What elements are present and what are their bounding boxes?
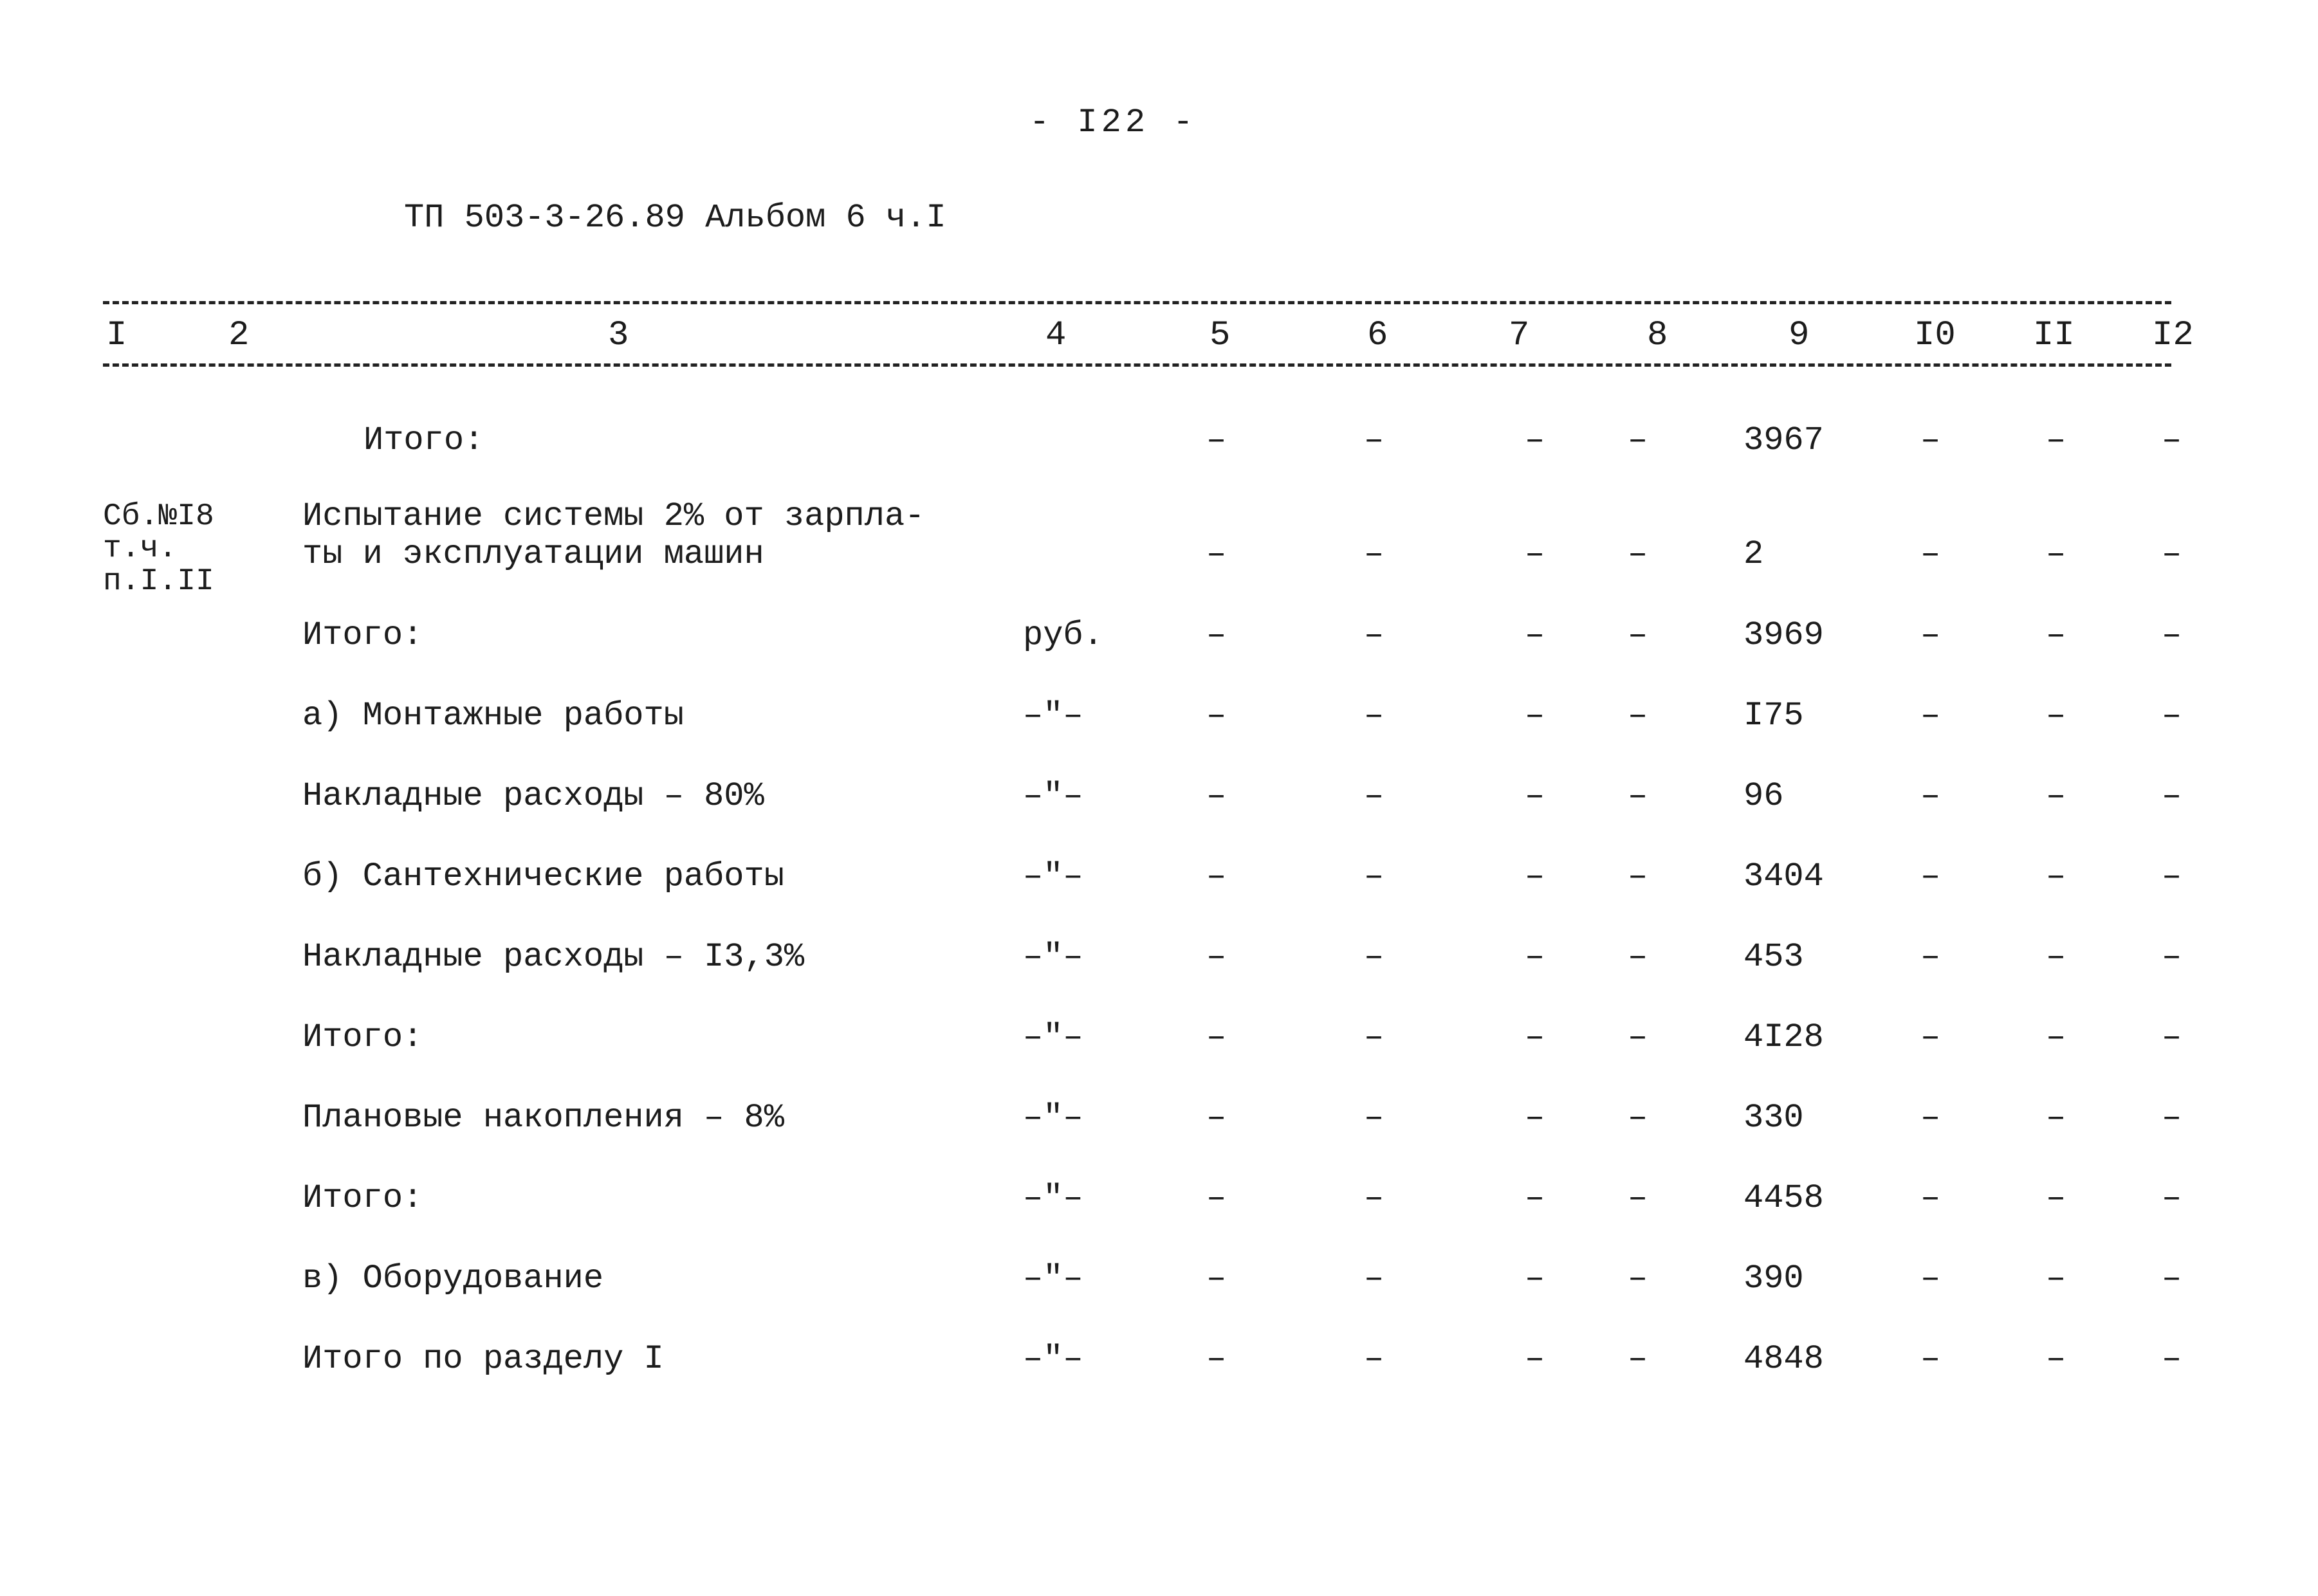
cell-dash: – [1920,858,1941,895]
cell-dash: – [1525,938,1545,976]
cell-dash: – [1364,697,1384,735]
cell-dash: – [1525,697,1545,735]
cell-dash: – [1206,1099,1227,1137]
cell-dash: – [2046,858,2066,895]
cell-dash: – [1364,777,1384,815]
row-label: в) Оборудование [302,1260,604,1298]
cell-dash: – [1364,1018,1384,1056]
table-row [0,1340,2318,1385]
row-value: 4I28 [1743,1018,1824,1056]
cell-dash: – [2046,938,2066,976]
row-label: а) Монтажные работы [302,697,684,735]
row-value: 2 [1743,535,1764,573]
row-value: 4458 [1743,1179,1824,1217]
cell-dash: – [1920,1018,1941,1056]
col-header-5: 5 [1210,316,1231,355]
cell-dash: – [1920,421,1941,459]
row-label: Итого: [302,1018,423,1056]
cell-dash: – [1920,1179,1941,1217]
cell-dash: – [1525,421,1545,459]
cell-dash: – [1628,616,1648,654]
table-row [0,697,2318,742]
col-header-10: I0 [1914,316,1956,355]
row-unit: руб. [1023,616,1103,654]
row-unit: –"– [1023,1340,1083,1378]
col-header-6: 6 [1367,316,1388,355]
cell-dash: – [2162,938,2182,976]
col-header-12: I2 [2152,316,2194,355]
cell-dash: – [1525,858,1545,895]
cell-dash: – [2162,1340,2182,1378]
table-row [0,777,2318,822]
row-unit: –"– [1023,777,1083,815]
document-reference: ТП 503-3-26.89 Альбом 6 ч.I [404,199,946,237]
row-value: 3404 [1743,858,1824,895]
cell-dash: – [2046,616,2066,654]
table-row [0,1179,2318,1224]
cell-dash: – [1206,421,1227,459]
cell-dash: – [1628,1179,1648,1217]
header-top-rule [103,301,2171,304]
row-label: Итого: [302,1179,423,1217]
cell-dash: – [2046,1018,2066,1056]
cell-dash: – [1525,1260,1545,1298]
row-label: Накладные расходы – 80% [302,777,764,815]
cell-dash: – [2162,421,2182,459]
row-label: Итого: [363,421,484,459]
cell-dash: – [2162,1099,2182,1137]
row-value: 4848 [1743,1340,1824,1378]
source-reference: Сб.№I8 т.ч. п.I.II [103,499,214,599]
cell-dash: – [2162,1179,2182,1217]
table-row [0,858,2318,903]
row-unit: –"– [1023,1099,1083,1137]
row-unit: –"– [1023,1260,1083,1298]
cell-dash: – [2046,777,2066,815]
row-label: Накладные расходы – I3,3% [302,938,805,976]
cell-dash: – [1206,1340,1227,1378]
cell-dash: – [1364,1099,1384,1137]
cell-dash: – [2162,1018,2182,1056]
cell-dash: – [2046,1099,2066,1137]
cell-dash: – [2046,1260,2066,1298]
cell-dash: – [1628,1260,1648,1298]
cell-dash: – [2162,858,2182,895]
cell-dash: – [1206,535,1227,573]
cell-dash: – [2046,697,2066,735]
cell-dash: – [1206,697,1227,735]
table-row [0,938,2318,983]
cell-dash: – [1628,697,1648,735]
col-header-3: 3 [608,316,629,355]
row-label: Итого: [302,616,423,654]
row-unit: –"– [1023,697,1083,735]
cell-dash: – [1364,421,1384,459]
cell-dash: – [1364,535,1384,573]
cell-dash: – [1206,616,1227,654]
row-label-continued: ты и эксплуатации машин [302,535,764,573]
cell-dash: – [1206,1179,1227,1217]
cell-dash: – [1920,697,1941,735]
cell-dash: – [1364,1179,1384,1217]
cell-dash: – [1525,1340,1545,1378]
table-row [0,1018,2318,1063]
col-header-7: 7 [1509,316,1530,355]
row-value: 390 [1743,1260,1804,1298]
cell-dash: – [1920,616,1941,654]
cell-dash: – [1628,535,1648,573]
header-bottom-rule [103,363,2171,367]
row-value: 330 [1743,1099,1804,1137]
cell-dash: – [1364,1260,1384,1298]
cell-dash: – [2046,1179,2066,1217]
row-value: 96 [1743,777,1784,815]
page-number: - I22 - [1029,104,1197,142]
cell-dash: – [1628,938,1648,976]
cell-dash: – [1206,1018,1227,1056]
row-unit: –"– [1023,858,1083,895]
row-label: Итого по разделу I [302,1340,664,1378]
row-unit: –"– [1023,938,1083,976]
row-value: I75 [1743,697,1804,735]
cell-dash: – [1364,1340,1384,1378]
cell-dash: – [2046,535,2066,573]
col-header-8: 8 [1647,316,1668,355]
col-header-4: 4 [1045,316,1067,355]
cell-dash: – [1920,535,1941,573]
table-row [0,616,2318,661]
table-row [0,1260,2318,1305]
cell-dash: – [1525,1179,1545,1217]
row-unit: –"– [1023,1179,1083,1217]
col-header-11: II [2033,316,2075,355]
row-value: 3969 [1743,616,1824,654]
cell-dash: – [2046,421,2066,459]
col-header-2: 2 [228,316,250,355]
cell-dash: – [2046,1340,2066,1378]
row-unit: –"– [1023,1018,1083,1056]
cell-dash: – [1628,1018,1648,1056]
table-row [0,535,2318,580]
cell-dash: – [1628,1340,1648,1378]
row-value: 3967 [1743,421,1824,459]
col-header-1: I [106,316,127,355]
cell-dash: – [1628,858,1648,895]
row-label: Испытание системы 2% от зарпла- [302,497,925,535]
cell-dash: – [2162,535,2182,573]
cell-dash: – [1920,777,1941,815]
cell-dash: – [1628,777,1648,815]
cell-dash: – [1525,1018,1545,1056]
cell-dash: – [1364,938,1384,976]
cell-dash: – [1628,1099,1648,1137]
cell-dash: – [1525,535,1545,573]
cell-dash: – [1206,858,1227,895]
cell-dash: – [1920,1099,1941,1137]
cell-dash: – [2162,777,2182,815]
table-row [0,421,2318,466]
row-label: б) Сантехнические работы [302,858,784,895]
cell-dash: – [2162,697,2182,735]
cell-dash: – [1628,421,1648,459]
cell-dash: – [1525,616,1545,654]
cell-dash: – [1920,1260,1941,1298]
cell-dash: – [1206,777,1227,815]
cell-dash: – [1920,1340,1941,1378]
row-label: Плановые накопления – 8% [302,1099,784,1137]
cell-dash: – [1206,1260,1227,1298]
cell-dash: – [1525,1099,1545,1137]
col-header-9: 9 [1789,316,1810,355]
cell-dash: – [2162,616,2182,654]
cell-dash: – [1525,777,1545,815]
cell-dash: – [1364,858,1384,895]
cell-dash: – [1206,938,1227,976]
table-row [0,1099,2318,1144]
cell-dash: – [1920,938,1941,976]
cell-dash: – [1364,616,1384,654]
row-value: 453 [1743,938,1804,976]
cell-dash: – [2162,1260,2182,1298]
